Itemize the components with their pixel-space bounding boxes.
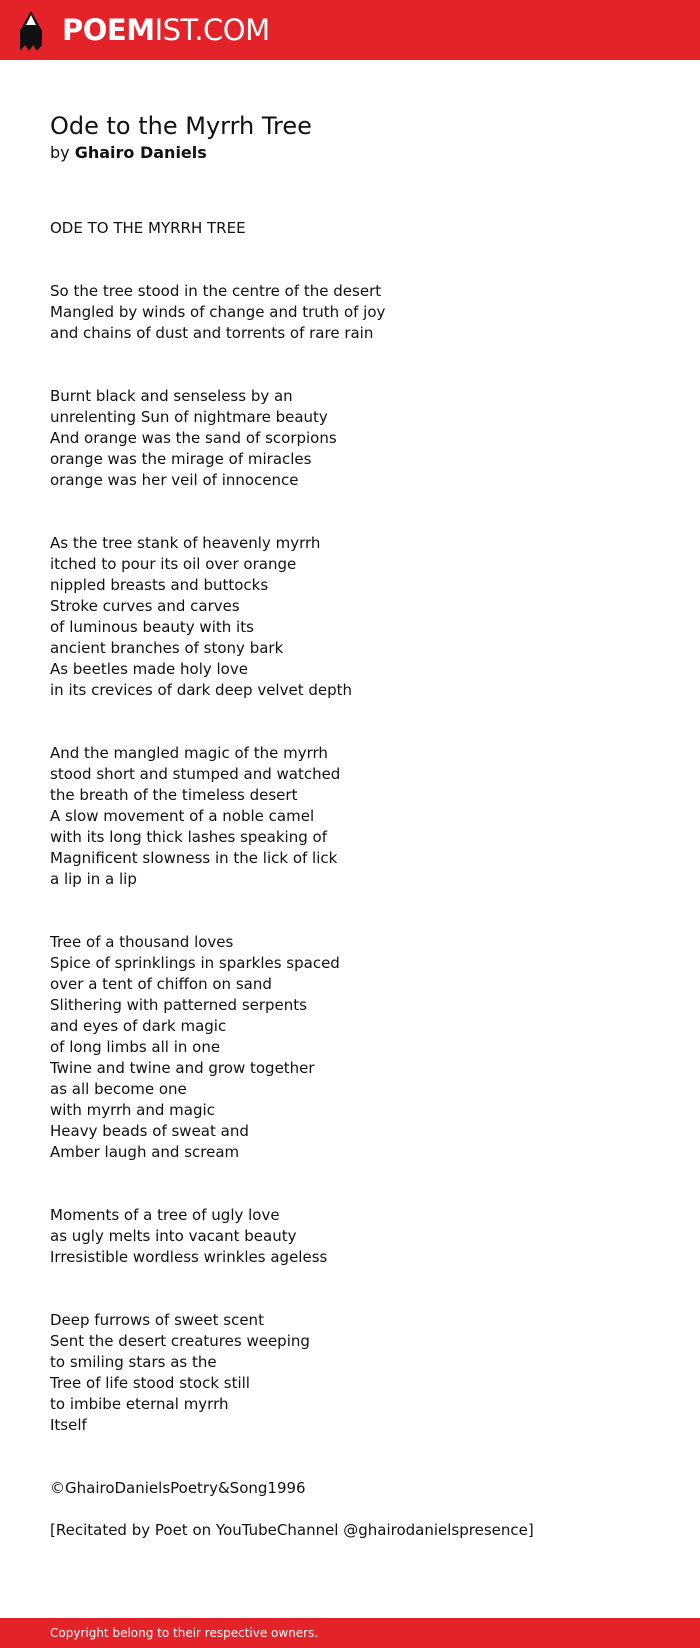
poem-line: orange was her veil of innocence [50, 471, 299, 489]
by-prefix: by [50, 143, 70, 162]
poem-line: Stroke curves and carves [50, 597, 240, 615]
poem-stanza [50, 281, 660, 344]
poem-line: nippled breasts and buttocks [50, 576, 269, 594]
poem-line: over a tent of chiffon on sand [50, 975, 272, 993]
poem-header [50, 110, 660, 164]
poem-line: to imbibe eternal myrrh [50, 1395, 229, 1413]
poem-line: Tree of a thousand loves [50, 933, 234, 951]
poem-line: itched to pour its oil over orange [50, 555, 297, 573]
poem-line: Tree of life stood stock still [50, 1374, 250, 1392]
poem-line: Mangled by winds of change and truth of joy [50, 303, 386, 321]
poem-line: with its long thick lashes speaking of [50, 828, 327, 846]
poem-line: ancient branches of stony bark [50, 639, 284, 657]
poem-line: A slow movement of a noble camel [50, 807, 315, 825]
poem-line: orange was the mirage of miracles [50, 450, 312, 468]
poem-line: Heavy beads of sweat and [50, 1122, 249, 1140]
site-header [0, 0, 700, 60]
poem-line: a lip in a lip [50, 870, 137, 888]
poem-line: And the mangled magic of the myrrh [50, 744, 328, 762]
pencil-icon[interactable] [19, 11, 43, 51]
logo-light-text: IST.COM [154, 13, 270, 47]
poem-line: the breath of the timeless desert [50, 786, 298, 804]
poem-line: unrelenting Sun of nightmare beauty [50, 408, 328, 426]
poem-line: and eyes of dark magic [50, 1017, 227, 1035]
recitation-note: [Recitated by Poet on YouTubeChannel @ghairodanielspresence] [50, 1521, 534, 1539]
author-name[interactable]: Ghairo Daniels [74, 143, 207, 162]
site-footer [0, 1618, 700, 1648]
poem-line: in its crevices of dark deep velvet depth [50, 681, 353, 699]
stanza-list [50, 281, 660, 1436]
poem-line: as ugly melts into vacant beauty [50, 1227, 297, 1245]
poem-title: Ode to the Myrrh Tree [50, 112, 312, 140]
poem-line: to smiling stars as the [50, 1353, 217, 1371]
poem-line: As the tree stank of heavenly myrrh [50, 534, 321, 552]
logo-bold-text: POEM [62, 13, 155, 47]
poem-line: of luminous beauty with its [50, 618, 254, 636]
poem-line: Amber laugh and scream [50, 1143, 240, 1161]
footer-copyright: Copyright belong to their respective owners. [50, 1626, 319, 1640]
poem-stanza [50, 1310, 660, 1436]
poem-line: Twine and twine and grow together [50, 1059, 315, 1077]
poem-heading: ODE TO THE MYRRH TREE [50, 219, 246, 237]
poem-byline [50, 142, 660, 164]
poem-line: Magnificent slowness in the lick of lick [50, 849, 338, 867]
poem-line: as all become one [50, 1080, 187, 1098]
poem-line: And orange was the sand of scorpions [50, 429, 337, 447]
poem-line: So the tree stood in the centre of the desert [50, 282, 382, 300]
poem-body [50, 218, 660, 1541]
poem-line: of long limbs all in one [50, 1038, 221, 1056]
poem-line: Spice of sprinklings in sparkles spaced [50, 954, 340, 972]
poem-line: Itself [50, 1416, 87, 1434]
poem-line: and chains of dust and torrents of rare rain [50, 324, 374, 342]
poem-line: Irresistible wordless wrinkles ageless [50, 1248, 328, 1266]
poem-line: stood short and stumped and watched [50, 765, 341, 783]
poem-line: with myrrh and magic [50, 1101, 215, 1119]
poem-line: Sent the desert creatures weeping [50, 1332, 310, 1350]
site-logo[interactable] [62, 11, 270, 49]
poem-line: Moments of a tree of ugly love [50, 1206, 280, 1224]
poem-stanza [50, 743, 660, 890]
poem-copyright: ©GhairoDanielsPoetry&Song1996 [50, 1479, 306, 1497]
poem-stanza [50, 386, 660, 491]
poem-stanza [50, 1205, 660, 1268]
poem-line: Deep furrows of sweet scent [50, 1311, 264, 1329]
poem-line: As beetles made holy love [50, 660, 248, 678]
poem-stanza [50, 533, 660, 701]
poem-line: Burnt black and senseless by an [50, 387, 293, 405]
poem-stanza [50, 932, 660, 1163]
poem-line: Slithering with patterned serpents [50, 996, 307, 1014]
